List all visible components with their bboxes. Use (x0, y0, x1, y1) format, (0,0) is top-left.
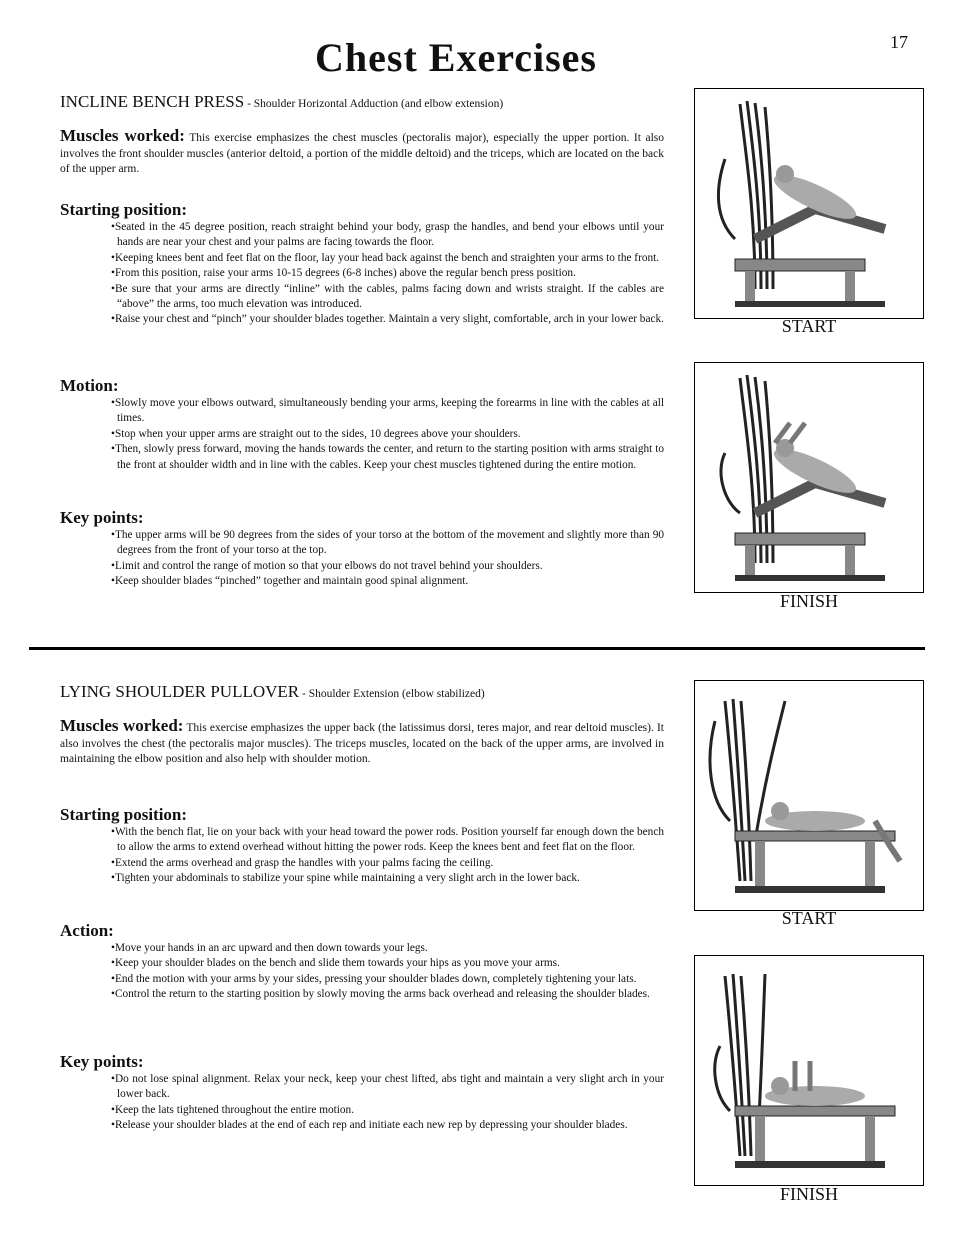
block-heading: Starting position: (60, 200, 188, 219)
incline-press-start-photo (694, 88, 924, 319)
bullet-list (106, 1072, 664, 1134)
pullover-start-caption: START (781, 908, 837, 928)
list-item: • From this position, raise your arms 10-15 degrees (6-8 inches) above the regular bench press position. (106, 266, 664, 281)
list-item: • The upper arms will be 90 degrees from the sides of your torso at the bottom of the movement and slightly more than 90 degrees from the front of your torso at the top. (106, 528, 664, 559)
bullet-list (106, 825, 664, 887)
section-divider (29, 647, 925, 650)
incline-press-start-caption: START (781, 316, 837, 336)
list-item: • Limit and control the range of motion so that your elbows do not travel behind your shoulders. (106, 559, 664, 574)
section-lying-shoulder-pullover (60, 682, 664, 1132)
list-item: • Tighten your abdominals to stabilize your spine while maintaining a very slight arch in the lower back. (106, 871, 664, 886)
pullover-start-photo (694, 680, 924, 911)
block-heading: Key points: (60, 508, 144, 527)
muscles-worked (60, 718, 664, 768)
action-block (60, 921, 664, 1003)
list-item: • With the bench flat, lie on your back with your head toward the power rods. Position yourself far enough down the bench to allow the arms to extend overhead without hitting the power rods. Keep the knees bent and feet flat on the floor. (106, 825, 664, 856)
block-heading: Key points: (60, 1052, 144, 1071)
exercise-subtitle: - Shoulder Horizontal Adduction (and elbow extension) (244, 98, 504, 110)
block-heading: Motion: (60, 376, 119, 395)
muscles-worked-text: This exercise emphasizes the chest muscles (pectoralis major), especially the upper portion. It also involves the front shoulder muscles (anterior deltoid, a portion of the middle deltoid) and the triceps, which are located on the back of the upper arm. (60, 132, 665, 175)
exercise-name: INCLINE BENCH PRESS (60, 92, 245, 111)
list-item: • End the motion with your arms by your sides, pressing your shoulder blades down, completely tightening your lats. (106, 972, 664, 987)
pullover-finish-caption: FINISH (779, 1184, 838, 1204)
list-item: • Keep the lats tightened throughout the entire motion. (106, 1103, 664, 1118)
list-item: • Slowly move your elbows outward, simultaneously bending your arms, keeping the forearms in line with the cables at all times. (106, 396, 664, 427)
list-item: • Keeping knees bent and feet flat on the floor, lay your head back against the bench and straighten your arms to the front. (106, 251, 664, 266)
muscles-worked (60, 128, 664, 178)
bullet-list (106, 941, 664, 1003)
page-number: 17 (890, 32, 908, 52)
list-item: • Release your shoulder blades at the end of each rep and initiate each new rep by depressing your shoulder blades. (106, 1118, 664, 1133)
list-item: • Seated in the 45 degree position, reach straight behind your body, grasp the handles, and bend your elbows until your hands are near your chest and your palms are facing towards the floor. (106, 220, 664, 251)
exercise-machine-illustration (695, 363, 923, 592)
bullet-list (106, 396, 664, 473)
exercise-machine-illustration (695, 681, 923, 910)
key-points-block (60, 1052, 664, 1134)
list-item: • Raise your chest and “pinch” your shoulder blades together. Maintain a very slight, comfortable, arch in your lower back. (106, 312, 664, 327)
exercise-title (60, 92, 664, 114)
section-incline-bench-press (60, 92, 665, 588)
list-item: • Extend the arms overhead and grasp the handles with your palms facing the ceiling. (106, 856, 664, 871)
pullover-finish-photo (694, 955, 924, 1186)
block-heading: Starting position: (60, 805, 188, 824)
list-item: • Move your hands in an arc upward and then down towards your legs. (106, 941, 664, 956)
list-item: • Be sure that your arms are directly “inline” with the cables, palms facing down and wrists straight. If the cables are “above” the arms, too much elevation was introduced. (106, 282, 664, 313)
list-item: • Then, slowly press forward, moving the hands towards the center, and return to the starting position with arms straight to the front at shoulder width and in line with the cables. Keep your chest muscles tightened during the entire motion. (106, 442, 664, 473)
exercise-machine-illustration (695, 956, 923, 1185)
bullet-list (106, 528, 664, 590)
incline-press-finish-photo (694, 362, 924, 593)
list-item: • Do not lose spinal alignment. Relax your neck, keep your chest lifted, abs tight and maintain a very slight arch in your lower back. (106, 1072, 664, 1103)
exercise-title (60, 682, 664, 704)
muscles-worked-heading: Muscles worked: (60, 126, 185, 145)
page-title: Chest Exercises (315, 35, 597, 80)
starting-position-block (60, 200, 664, 328)
incline-press-finish-caption: FINISH (779, 591, 838, 611)
motion-block (60, 376, 664, 473)
list-item: • Stop when your upper arms are straight out to the sides, 10 degrees above your shoulders. (106, 427, 664, 442)
key-points-block (60, 508, 664, 590)
bullet-list (106, 220, 664, 328)
starting-position-block (60, 805, 664, 887)
muscles-worked-heading: Muscles worked: (60, 716, 184, 735)
list-item: • Control the return to the starting position by slowly moving the arms back overhead and releasing the shoulder blades. (106, 987, 664, 1002)
exercise-subtitle: - Shoulder Extension (elbow stabilized) (299, 688, 485, 700)
exercise-name: LYING SHOULDER PULLOVER (60, 682, 300, 701)
exercise-machine-illustration (695, 89, 923, 318)
list-item: • Keep shoulder blades “pinched” together and maintain good spinal alignment. (106, 574, 664, 589)
block-heading: Action: (60, 921, 114, 940)
muscles-worked-text: This exercise emphasizes the upper back (the latissimus dorsi, teres major, and rear deltoid muscles). It also involves the chest (the pectoralis major muscles). The triceps muscles, located on the back of the upper arms, are involved in maintaining the elbow position and also help with shoulder motion. (60, 722, 664, 765)
list-item: • Keep your shoulder blades on the bench and slide them towards your hips as you move your arms. (106, 956, 664, 971)
